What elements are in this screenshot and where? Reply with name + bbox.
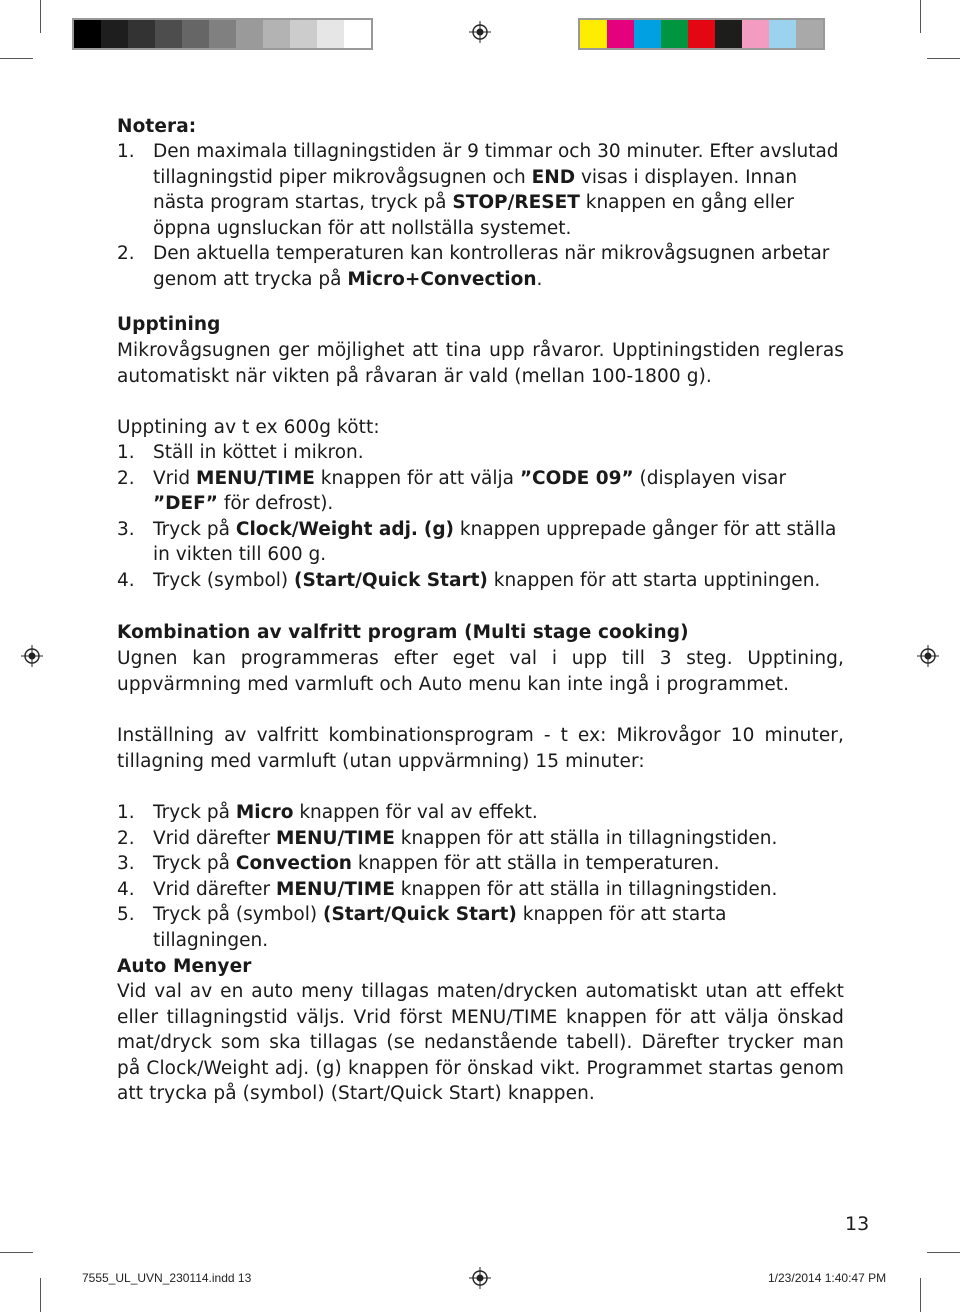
page-number: 13 xyxy=(845,1213,870,1235)
color-swatch xyxy=(688,20,715,48)
list-item-number: 1. xyxy=(117,442,135,463)
registration-mark-icon xyxy=(469,21,491,43)
crop-mark xyxy=(920,1278,921,1312)
list-item-number: 5. xyxy=(117,904,135,925)
defrost-heading: Upptining xyxy=(117,314,221,335)
list-item xyxy=(117,800,844,826)
list-item-text: Vrid därefter MENU/TIME knappen för att ställa in tillagningstiden. xyxy=(153,827,778,849)
list-item xyxy=(117,466,844,517)
crop-mark xyxy=(920,0,921,33)
slug-filename: 7555_UL_UVN_230114.indd 13 xyxy=(82,1271,252,1285)
list-item-text: Tryck (symbol) (Start/Quick Start) knappen för att starta upptiningen. xyxy=(153,569,821,591)
defrost-intro: Mikrovågsugnen ger möjlighet att tina upp råvaror. Upptiningstiden regleras automatiskt när vikten på råvaran är vald (mellan 100-1800 g). xyxy=(117,340,844,387)
list-item xyxy=(117,440,844,466)
multistage-intro: Ugnen kan programmeras efter eget val i upp till 3 steg. Upptining, uppvärmning med varmluft och Auto menu kan inte ingå i programmet. xyxy=(117,648,844,695)
color-swatch xyxy=(263,20,290,48)
list-item-number: 3. xyxy=(117,518,135,540)
list-item xyxy=(117,902,844,953)
crop-mark xyxy=(927,58,960,59)
color-swatch xyxy=(236,20,263,48)
color-swatch xyxy=(128,20,155,48)
list-item-number: 3. xyxy=(117,853,135,874)
list-item-number: 2. xyxy=(117,243,135,264)
color-swatch xyxy=(182,20,209,48)
color-swatch xyxy=(607,20,634,48)
color-swatch xyxy=(634,20,661,48)
crop-mark xyxy=(0,1252,33,1253)
list-item xyxy=(117,139,844,241)
list-item-number: 4. xyxy=(117,569,135,591)
color-swatch xyxy=(209,20,236,48)
list-item-number: 1. xyxy=(117,802,135,823)
list-item xyxy=(117,568,844,594)
color-swatch xyxy=(661,20,688,48)
list-item-text: Den maximala tillagningstiden är 9 timmar och 30 minuter. Efter avslutad tillagningstid piper mikrovågsugnen och END visas i displayen. Innan nästa program startas, tryck på STOP/RESET knappen en gång eller öppna ugnsluckan för att nollställa systemet. xyxy=(153,141,839,239)
notes-list xyxy=(117,139,844,292)
list-item-text: Tryck på Micro knappen för val av effekt. xyxy=(153,802,538,823)
multistage-steps xyxy=(117,800,844,953)
list-item-text: Tryck på Convection knappen för att ställa in temperaturen. xyxy=(153,853,720,874)
list-item-text: Tryck på (symbol) (Start/Quick Start) knappen för att starta tillagningen. xyxy=(153,904,727,951)
list-item-text: Vrid därefter MENU/TIME knappen för att ställa in tillagningstiden. xyxy=(153,878,778,900)
color-swatch xyxy=(796,20,823,48)
registration-mark-icon xyxy=(469,1267,491,1289)
registration-mark-icon xyxy=(21,645,43,667)
defrost-example-label: Upptining av t ex 600g kött: xyxy=(117,417,380,438)
color-swatch xyxy=(580,20,607,48)
color-swatch xyxy=(290,20,317,48)
list-item xyxy=(117,826,844,852)
color-swatch xyxy=(742,20,769,48)
color-swatch xyxy=(344,20,371,48)
color-swatch xyxy=(155,20,182,48)
defrost-steps xyxy=(117,440,844,593)
color-swatch xyxy=(74,20,101,48)
color-swatch xyxy=(769,20,796,48)
crop-mark xyxy=(927,1252,960,1253)
list-item-number: 2. xyxy=(117,827,135,849)
color-swatch xyxy=(715,20,742,48)
list-item xyxy=(117,877,844,903)
slug-date: 1/23/2014 1:40:47 PM xyxy=(768,1271,887,1285)
crop-mark xyxy=(40,1278,41,1312)
crop-mark xyxy=(0,58,33,59)
multistage-example: Inställning av valfritt kombinationsprogram - t ex: Mikrovågor 10 minuter, tillagning med varmluft (utan uppvärmning) 15 minuter: xyxy=(117,725,844,772)
multistage-heading: Kombination av valfritt program (Multi stage cooking) xyxy=(117,622,689,643)
list-item-text: Den aktuella temperaturen kan kontrolleras när mikrovågsugnen arbetar genom att trycka på Micro+Convection. xyxy=(153,243,830,290)
list-item-number: 1. xyxy=(117,141,135,162)
color-swatch xyxy=(317,20,344,48)
color-bar xyxy=(578,18,825,50)
auto-menu-heading: Auto Menyer xyxy=(117,956,252,977)
list-item-text: Tryck på Clock/Weight adj. (g) knappen upprepade gånger för att ställa in vikten till 600 g. xyxy=(153,518,837,565)
crop-mark xyxy=(40,0,41,33)
list-item-number: 2. xyxy=(117,467,135,489)
list-item xyxy=(117,517,844,568)
auto-menu-body: Vid val av en auto meny tillagas maten/drycken automatiskt utan att effekt eller tillagningstid väljs. Vrid först MENU/TIME knappen för att välja önskad mat/dryck som ska tillagas (se nedanstående tabell). Därefter trycker man på Clock/Weight adj. (g) knappen för önskad vikt. Programmet startas genom att trycka på (symbol) (Start/Quick Start) knappen. xyxy=(117,981,844,1104)
notes-heading: Notera: xyxy=(117,116,197,137)
list-item xyxy=(117,851,844,877)
list-item-text: Vrid MENU/TIME knappen för att välja ”CODE 09” (displayen visar ”DEF” för defrost). xyxy=(153,467,787,514)
list-item-text: Ställ in köttet i mikron. xyxy=(153,442,364,463)
list-item-number: 4. xyxy=(117,878,135,900)
registration-mark-icon xyxy=(917,645,939,667)
list-item xyxy=(117,241,844,292)
grayscale-bar xyxy=(72,18,373,50)
color-swatch xyxy=(101,20,128,48)
